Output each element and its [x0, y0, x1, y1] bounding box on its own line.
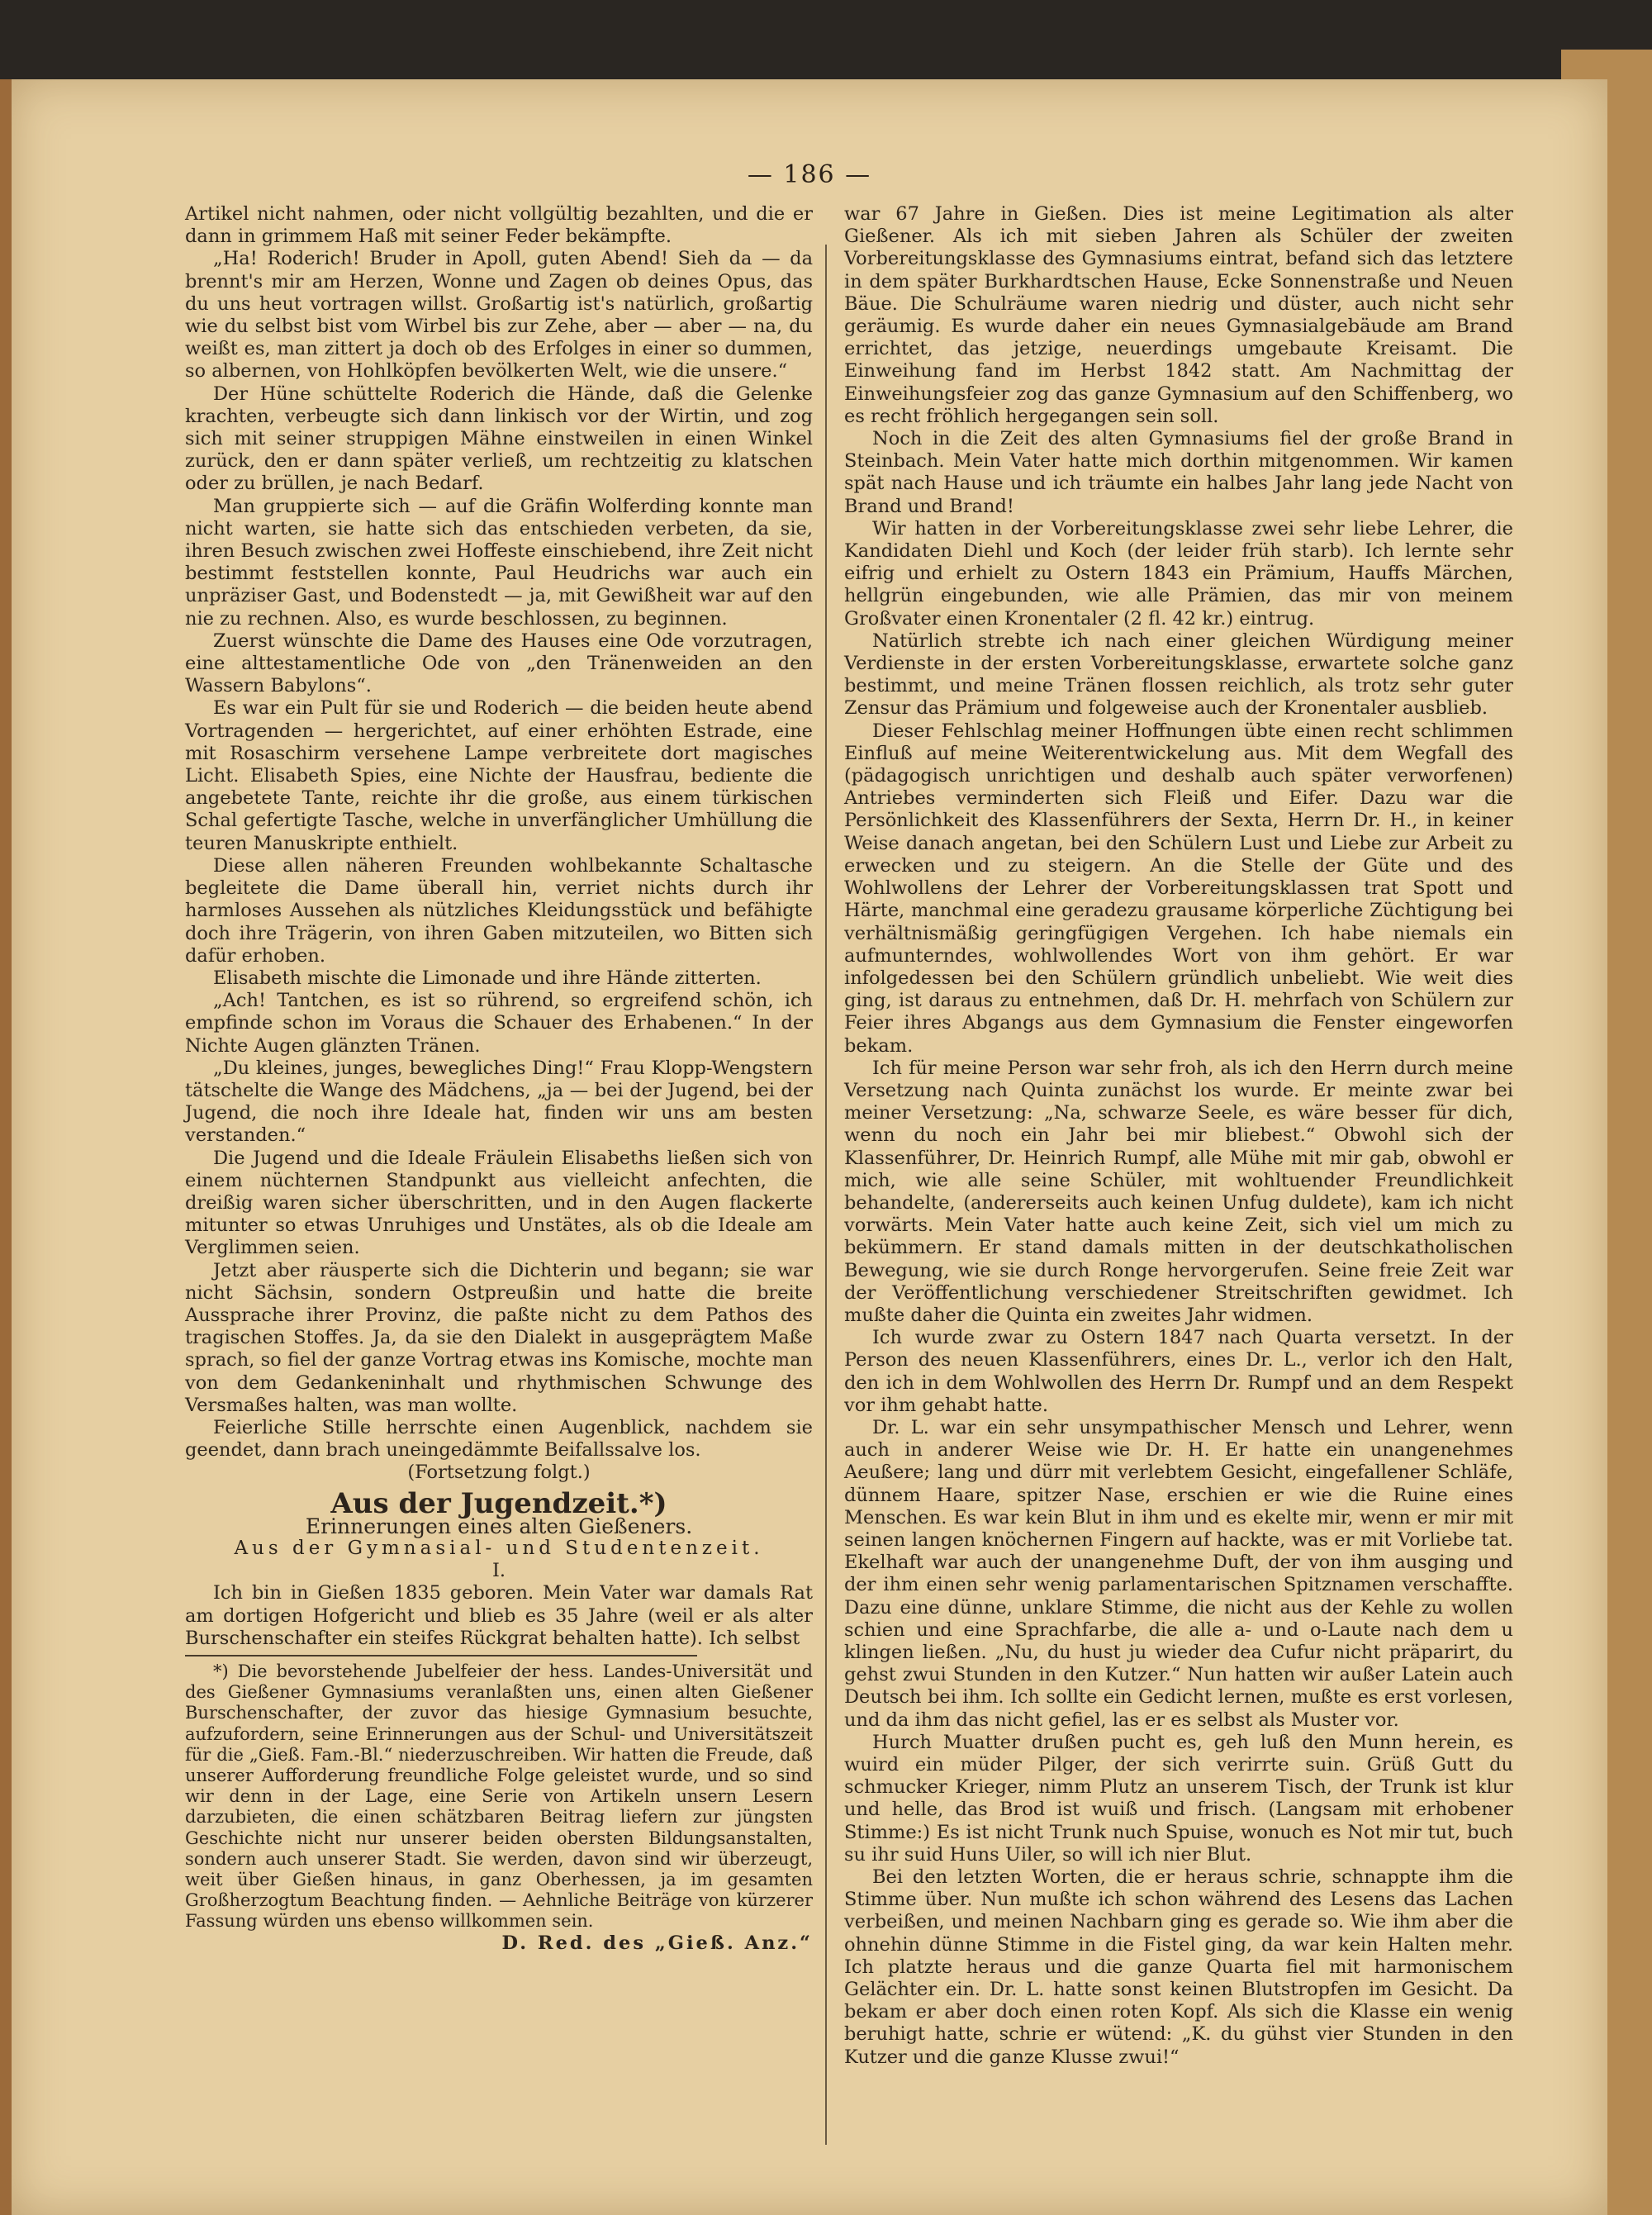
text-paragraph: Die Jugend und die Ideale Fräulein Elisabeths ließen sich von einem nüchternen Standpunkt aus vielleicht anfechten, die dreißig waren sicher überschritten, und in den Augen flackerte mitunter so etwas Unruhiges und Unstätes, als ob die Ideale am Verglimmen seien.: [185, 1147, 813, 1259]
text-paragraph: Feierliche Stille herrschte einen Augenblick, nachdem sie geendet, dann brach uneingedämmte Beifallssalve los.: [185, 1416, 813, 1462]
text-paragraph: Diese allen näheren Freunden wohlbekannte Schaltasche begleitete die Dame überall hin, verriet nichts durch ihr harmloses Aussehen als nützliches Kleidungsstück und befähigte doch ihre Trägerin, von ihren Gaben mitzuteilen, wo Bitten sich dafür erhoben.: [185, 854, 813, 967]
right-column: [844, 203, 1513, 2069]
article-title: Aus der Jugendzeit.*): [330, 1486, 667, 1520]
text-paragraph: „Du kleines, junges, bewegliches Ding!“ Frau Klopp-Wengstern tätschelte die Wange des Mädchens, „ja — bei der Jugend, bei der Jugend, die noch ihre Ideale hat, finden wir uns am besten verstanden.“: [185, 1057, 813, 1147]
text-paragraph: Natürlich strebte ich nach einer gleichen Würdigung meiner Verdienste in der ersten Vorbereitungsklasse, erwartete solche ganz bestimmt, und meine Tränen flossen reichlich, als trotz sehr guter Zensur das Prämium und folgeweise auch der Kronentaler ausblieb.: [844, 630, 1513, 720]
text-paragraph: Es war ein Pult für sie und Roderich — die beiden heute abend Vortragenden — hergerichtet, auf einer erhöhten Estrade, eine mit Rosaschirm versehene Lampe verbreitete dort magisches Licht. Elisabeth Spies, eine Nichte der Hausfrau, bediente die angebetete Tante, reichte ihr die große, aus einem türkischen Schal gefertigte Tasche, welche in unverfänglicher Umhüllung die teuren Manuskripte enthielt.: [185, 697, 813, 854]
text-paragraph: Hurch Muatter drußen pucht es, geh luß den Munn herein, es wuird ein müder Pilger, der sich verirrte suin. Grüß Gutt du schmucker Krieger, nimm Plutz an unserem Tisch, der Trunk ist klur und helle, das Brod ist wuiß und frisch. (Langsam mit erhobener Stimme:) Es ist nicht Trunk nuch Spuise, wonuch es Not mir tut, buch su ihr suid Huns Uiler, so will ich nier Blut.: [844, 1731, 1513, 1866]
article-subtitle: Erinnerungen eines alten Gießeners.: [305, 1514, 693, 1538]
text-paragraph: Dieser Fehlschlag meiner Hoffnungen übte einen recht schlimmen Einfluß auf meine Weiterentwickelung aus. Mit dem Wegfall des (pädagogisch unrichtigen und deshalb auch später verworfenen) Antriebes verminderten sich Fleiß und Eifer. Dazu war die Persönlichkeit des Klassenführers der Sexta, Herrn Dr. H., in keiner Weise danach angetan, bei den Schülern Lust und Liebe zur Arbeit zu erwecken und zu steigern. An die Stelle der Güte und des Wohlwollens der Lehrer der Vorbereitungsklassen trat Spott und Härte, manchmal eine geradezu grausame körperliche Züchtigung bei verhältnismäßig geringfügigen Vergehen. Ich habe niemals ein aufmunterndes, wohlwollendes Wort von ihm gehört. Er war infolgedessen bei den Schülern gründlich unbeliebt. Wie weit dies ging, ist daraus zu entnehmen, daß Dr. H. mehrfach von Schülern zur Feier ihres Abgangs aus dem Gymnasium die Fenster eingeworfen bekam.: [844, 720, 1513, 1057]
footnote: *) Die bevorstehende Jubelfeier der hess. Landes-Universität und des Gießener Gymnasiums veranlaßten uns, einen alten Gießener Burschenschafter, der zuvor das hiesige Gymnasium besuchte, aufzufordern, seine Erinnerungen aus der Schul- und Universitätszeit für die „Gieß. Fam.-Bl.“ niederzuschreiben. Wir hatten die Freude, daß unserer Aufforderung freundliche Folge geleistet wurde, und so sind wir denn in der Lage, eine Serie von Artikeln unsern Lesern darzubieten, die einen schätzbaren Beitrag liefern zur jüngsten Geschichte nicht nur unserer beiden obersten Bildungsanstalten, sondern auch unserer Stadt. Sie werden, davon sind wir überzeugt, weit über Gießen hinaus, in ganz Oberhessen, ja im gesamten Großherzogtum Beachtung finden. — Aehnliche Beiträge von kürzerer Fassung würden uns ebenso willkommen sein.: [185, 1661, 813, 1932]
text-paragraph: Noch in die Zeit des alten Gymnasiums fiel der große Brand in Steinbach. Mein Vater hatte mich dorthin mitgenommen. Wir kamen spät nach Hause und ich träumte ein halbes Jahr lang jede Nacht von Brand und Brand!: [844, 428, 1513, 517]
text-paragraph: Jetzt aber räusperte sich die Dichterin und begann; sie war nicht Sächsin, sondern Ostpreußin und hatte die breite Aussprache ihrer Provinz, die paßte nicht zu dem Pathos des tragischen Stoffes. Ja, da sie den Dialekt in ausgeprägtem Maße sprach, so fiel der ganze Vortrag etwas ins Komische, mochte man von dem Gedankeninhalt und rhythmischen Schwunge des Versmaßes halten, was man wollte.: [185, 1259, 813, 1416]
text-paragraph: „Ach! Tantchen, es ist so rührend, so ergreifend schön, ich empfinde schon im Voraus die Schauer des Erhabenen.“ In der Nichte Augen glänzten Tränen.: [185, 990, 813, 1057]
text-paragraph: Man gruppierte sich — auf die Gräfin Wolferding konnte man nicht warten, sie hatte sich das entschieden verbeten, da sie, ihren Besuch zwischen zwei Hoffeste einschiebend, ihre Zeit nicht bestimmt feststellen konnte, Paul Heudrichs war auch ein unpräziser Gast, und Bodenstedt — ja, mit Gewißheit war auf den nie zu rechnen. Also, es wurde beschlossen, zu beginnen.: [185, 495, 813, 630]
text-paragraph: Wir hatten in der Vorbereitungsklasse zwei sehr liebe Lehrer, die Kandidaten Diehl und Koch (der leider früh starb). Ich lernte sehr eifrig und erhielt zu Ostern 1843 ein Prämium, Hauffs Märchen, hellgrün eingebunden, wie alle Prämien, das mir von meinem Großvater einen Kronentaler (2 fl. 42 kr.) eintrug.: [844, 517, 1513, 630]
text-paragraph: Ich für meine Person war sehr froh, als ich den Herrn durch meine Versetzung nach Quinta zunächst los wurde. Er meinte zwar bei meiner Versetzung: „Na, schwarze Seele, es wäre besser für dich, wenn du noch ein Jahr bei mir bliebest.“ Obwohl sich der Klassenführer, Dr. Heinrich Rumpf, alle Mühe mit mir gab, obwohl er mich, wie alle seine Schüler, mit wohltuender Freundlichkeit behandelte, (andererseits auch keinen Unfug duldete), kam ich nicht vorwärts. Mein Vater hatte auch keine Zeit, sich viel um mich zu bekümmern. Er stand damals mitten in der deutschkatholischen Bewegung, wie sie durch Ronge hervorgerufen. Seine freie Zeit war der Veröffentlichung verschiedener Streitschriften gewidmet. Ich mußte daher die Quinta ein zweites Jahr widmen.: [844, 1057, 1513, 1326]
text-paragraph: Zuerst wünschte die Dame des Hauses eine Ode vorzutragen, eine alttestamentliche Ode von „den Tränenweiden an den Wassern Babylons“.: [185, 630, 813, 697]
page-number: — 186 —: [747, 160, 872, 189]
text-paragraph: Dr. L. war ein sehr unsympathischer Mensch und Lehrer, wenn auch in anderer Weise wie Dr. H. Er hatte ein unangenehmes Aeußere; lang und dürr mit verlebtem Gesicht, eingefallener Schläfe, dünnem Haare, spitzer Nase, erschien er wie die Ruine eines Menschen. Es war kein Blut in ihm und es ekelte mir, wenn er mir mit seinen langen knöchernen Fingern auf hackte, was er mit Vorliebe tat. Ekelhaft war auch der unangenehme Duft, der von ihm ausging und der ihm einen sehr wenig parlamentarischen Spitznamen verschaffte. Dazu eine dünne, unklare Stimme, die nicht aus der Kehle zu wollen schien und eine Sprachfarbe, die alle a- und o-Laute nach dem u klingen ließen. „Nu, du hust ju wieder dea Cufur nicht präparirt, du gehst zwui Stunden in den Kutzer.“ Nun hatten wir außer Latein auch Deutsch bei ihm. Ich sollte ein Gedicht lernen, mußte es erst vorlesen, und da ihm das nicht gefiel, las er es selbst als Muster vor.: [844, 1416, 1513, 1731]
column-rule: [825, 245, 827, 2145]
section-title: Aus der Gymnasial- und Studentenzeit.: [234, 1537, 764, 1559]
text-paragraph: Bei den letzten Worten, die er heraus schrie, schnappte ihm die Stimme über. Nun mußte ich schon während des Lesens das Lachen verbeißen, und meinen Nachbarn ging es gerade so. Wie ihm aber die ohnehin dünne Stimme in die Fistel ging, da war kein Halten mehr. Ich platzte heraus und die ganze Quarta fiel mit harmonischem Gelächter ein. Dr. L. hatte sonst keinen Blutstropfen im Gesicht. Da bekam er aber doch einen roten Kopf. Als sich die Klasse ein wenig beruhigt hatte, schrie er wütend: „K. du gühst vier Stunden in den Kutzer und die ganze Klusse zwui!“: [844, 1866, 1513, 2068]
text-paragraph: Ich wurde zwar zu Ostern 1847 nach Quarta versetzt. In der Person des neuen Klassenführers, eines Dr. L., verlor ich den Halt, den ich in dem Wohlwollen des Herrn Dr. Rumpf und an dem Respekt vor ihm gehabt hatte.: [844, 1327, 1513, 1416]
text-paragraph: Der Hüne schüttelte Roderich die Hände, daß die Gelenke krachten, verbeugte sich dann linkisch vor der Wirtin, und zog sich mit seiner struppigen Mähne einstweilen in einen Winkel zurück, den er dann später verließ, um rechtzeitig zu klatschen oder zu brüllen, je nach Bedarf.: [185, 383, 813, 495]
text-paragraph: Elisabeth mischte die Limonade und ihre Hände zitterten.: [213, 967, 762, 989]
editor-signature: D. Red. des „Gieß. Anz.“: [501, 1932, 813, 1954]
text-paragraph: „Ha! Roderich! Bruder in Apoll, guten Abend! Sieh da — da brennt's mir am Herzen, Wonne und Zagen ob deines Opus, das du uns heut vortragen willst. Großartig ist's natürlich, großartig wie du selbst bist vom Wirbel bis zur Zehe, aber — aber — na, du weißt es, man zittert ja doch ob des Erfolges in einer so dummen, so albernen, von Hohlköpfen bevölkerten Welt, wie die unsere.“: [185, 248, 813, 383]
text-paragraph: Artikel nicht nahmen, oder nicht vollgültig bezahlten, und die er dann in grimmem Haß mit seiner Feder bekämpfte.: [185, 203, 813, 248]
footnote-divider: [185, 1655, 697, 1656]
article-paragraph: Ich bin in Gießen 1835 geboren. Mein Vater war damals Rat am dortigen Hofgericht und blieb es 35 Jahre (weil er als alter Burschenschafter ein steifes Rückgrat behalten hatte). Ich selbst: [185, 1582, 813, 1649]
newspaper-page: [12, 79, 1607, 2215]
section-number: I.: [491, 1560, 506, 1582]
left-column: [185, 203, 813, 1955]
continuation-note: (Fortsetzung folgt.): [407, 1462, 591, 1484]
text-paragraph: war 67 Jahre in Gießen. Dies ist meine Legitimation als alter Gießener. Als ich mit sieben Jahren als Schüler der zweiten Vorbereitungsklasse des Gymnasiums eintrat, befand sich das letztere in dem später Burkhardtschen Hause, Ecke Sonnenstraße und Neuen Bäue. Die Schulräume waren niedrig und düster, auch nicht sehr geräumig. Es wurde daher ein neues Gymnasialgebäude am Brand errichtet, das jetzige, neuerdings umgebaute Kreisamt. Die Einweihung fand im Herbst 1842 statt. Am Nachmittag der Einweihungsfeier zog das ganze Gymnasium auf den Schiffenberg, wo es recht fröhlich hergegangen sein soll.: [844, 203, 1513, 427]
